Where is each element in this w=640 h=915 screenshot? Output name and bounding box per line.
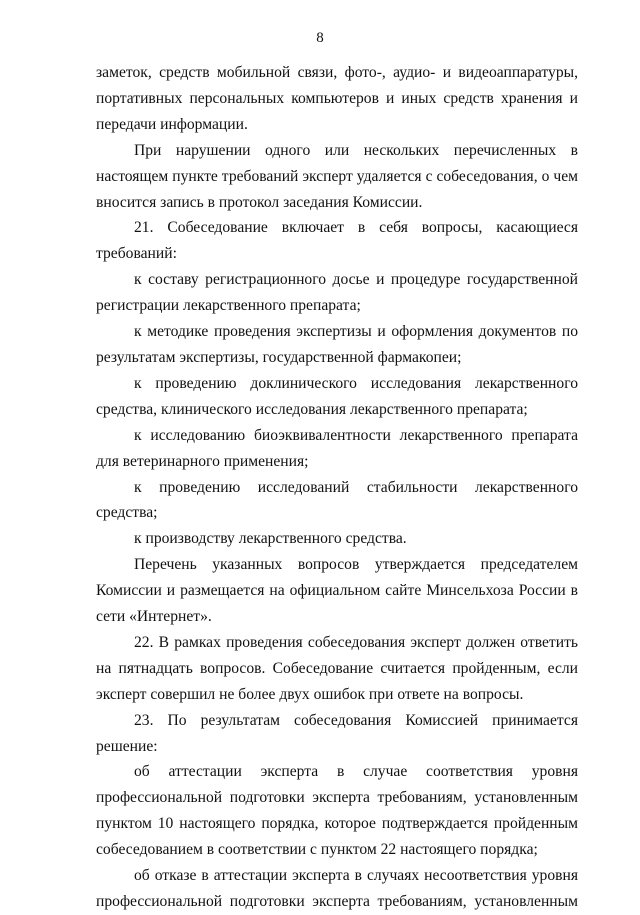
paragraph-question-list: Перечень указанных вопросов утверждается председателем Комиссии и размещается на официальном сайте Минсельхоза России в сети «Интернет».: [96, 556, 578, 626]
list-item-production: к производству лекарственного средства.: [134, 530, 407, 548]
document-body: [96, 60, 578, 915]
paragraph-removal-rule: При нарушении одного или нескольких перечисленных в настоящем пункте требований эксперт удаляется с собеседования, о чем вносится запись в протокол заседания Комиссии.: [96, 141, 578, 211]
paragraph-continuation: заметок, средств мобильной связи, фото-, аудио- и видеоаппаратуры, портативных персональных компьютеров и иных средств хранения и передачи информации.: [96, 64, 578, 133]
list-item-certification: об аттестации эксперта в случае соответствия уровня профессиональной подготовки эксперта требованиям, установленным пунктом 10 настоящего порядка, которое подтверждается пройденным собеседованием в соответствии с пунктом 22 настоящего порядка;: [96, 763, 578, 859]
list-item-refusal: об отказе в аттестации эксперта в случаях несоответствия уровня профессиональной подготовки эксперта требованиям, установленным: [96, 867, 578, 910]
list-item-stability-studies: к проведению исследований стабильности лекарственного средства;: [96, 478, 578, 522]
list-item-registration-dossier: к составу регистрационного досье и процедуре государственной регистрации лекарственного препарата;: [96, 271, 578, 315]
list-item-bioequivalence: к исследованию биоэквивалентности лекарственного препарата для ветеринарного применения;: [96, 426, 578, 470]
page-number: 8: [316, 30, 324, 46]
list-item-expertise-methodology: к методике проведения экспертизы и оформления документов по результатам экспертизы, государственной фармакопеи;: [96, 323, 578, 366]
paragraph-clause-23: 23. По результатам собеседования Комиссией принимается решение:: [96, 711, 578, 755]
paragraph-clause-22: 22. В рамках проведения собеседования эксперт должен ответить на пятнадцать вопросов. Собеседование считается пройденным, если эксперт совершил не более двух ошибок при ответе на вопросы.: [96, 633, 578, 703]
list-item-preclinical-study: к проведению доклинического исследования лекарственного средства, клинического исследования лекарственного препарата;: [96, 374, 578, 418]
paragraph-clause-21: 21. Собеседование включает в себя вопросы, касающиеся требований:: [96, 219, 578, 263]
